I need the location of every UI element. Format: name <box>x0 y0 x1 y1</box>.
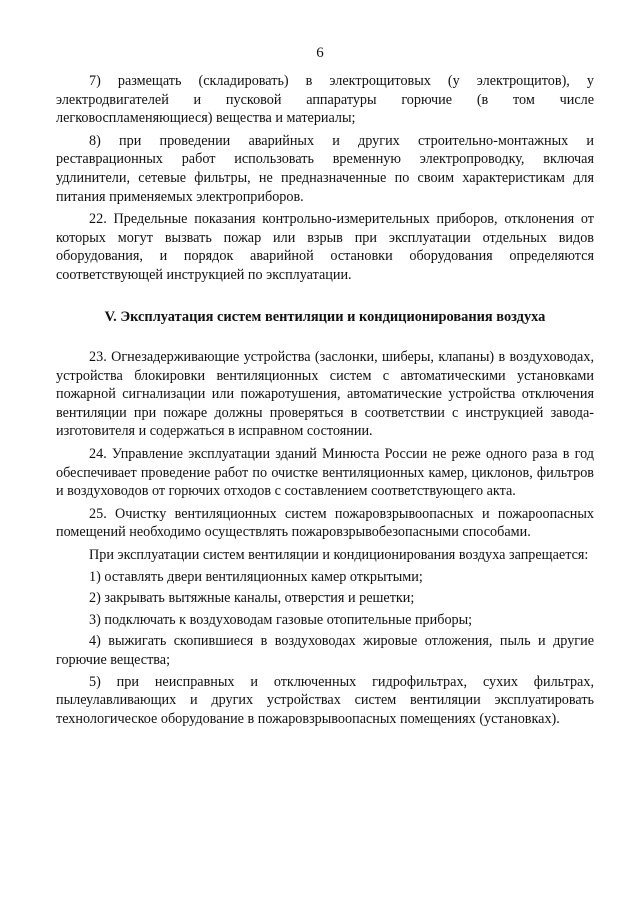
paragraph-item-8: 8) при проведении аварийных и других строительно-монтажных и реставрационных работ использовать временную электропроводку, включая удлинители, сетевые фильтры, не предназначенные по своим характеристикам для питания применяемых электроприборов. <box>56 132 594 205</box>
list-item-5: 5) при неисправных и отключенных гидрофильтрах, сухих фильтрах, пылеулавливающих и других устройствах систем вентиляции эксплуатировать технологическое оборудование в пожаровзрывоопасных помещениях (установках). <box>56 673 594 727</box>
paragraph-clause-23: 23. Огнезадерживающие устройства (заслонки, шиберы, клапаны) в воздуховодах, устройства блокировки вентиляционных систем с автоматическими установками пожарной сигнализации или пожаротушения, автоматические устройства отключения вентиляции при пожаре должны проверяться в соответствии с инструкцией завода-изготовителя и содержаться в исправном состоянии. <box>56 349 594 440</box>
paragraph-clause-25: 25. Очистку вентиляционных систем пожаровзрывоопасных и пожароопасных помещений необходимо осуществлять пожаровзрывобезопасными способами. <box>56 505 594 541</box>
page-number: 6 <box>316 45 324 61</box>
list-item-1: 1) оставлять двери вентиляционных камер открытыми; <box>89 568 423 585</box>
section-heading-block <box>56 308 594 327</box>
list-item-4: 4) выжигать скопившиеся в воздуховодах жировые отложения, пыль и другие горючие вещества; <box>56 633 594 668</box>
section-heading: V. Эксплуатация систем вентиляции и кондиционирования воздуха <box>104 309 546 325</box>
top-text-block <box>56 72 594 289</box>
paragraph-prohibition-intro: При эксплуатации систем вентиляции и кондиционирования воздуха запрещается: <box>89 546 589 563</box>
list-item-2: 2) закрывать вытяжные каналы, отверстия и решетки; <box>89 590 415 607</box>
paragraph-clause-24: 24. Управление эксплуатации зданий Минюста России не реже одного раза в год обеспечивает проведение работ по очистке вентиляционных камер, циклонов, фильтров и воздуховодов от горючих отходов с составлением соответствующего акта. <box>56 445 594 500</box>
paragraph-item-7: 7) размещать (складировать) в электрощитовых (у электрощитов), у электродвигателей и пусковой аппаратуры горючие (в том числе легковоспламеняющиеся) вещества и материалы; <box>56 73 594 127</box>
list-item-3: 3) подключать к воздуховодам газовые отопительные приборы; <box>89 611 473 628</box>
paragraph-clause-22: 22. Предельные показания контрольно-измерительных приборов, отклонения от которых могут вызвать пожар или взрыв при эксплуатации отдельных видов оборудования, и порядок аварийной остановки оборудования определяются соответствующей инструкцией по эксплуатации. <box>56 211 594 283</box>
section-text-block <box>56 348 594 731</box>
